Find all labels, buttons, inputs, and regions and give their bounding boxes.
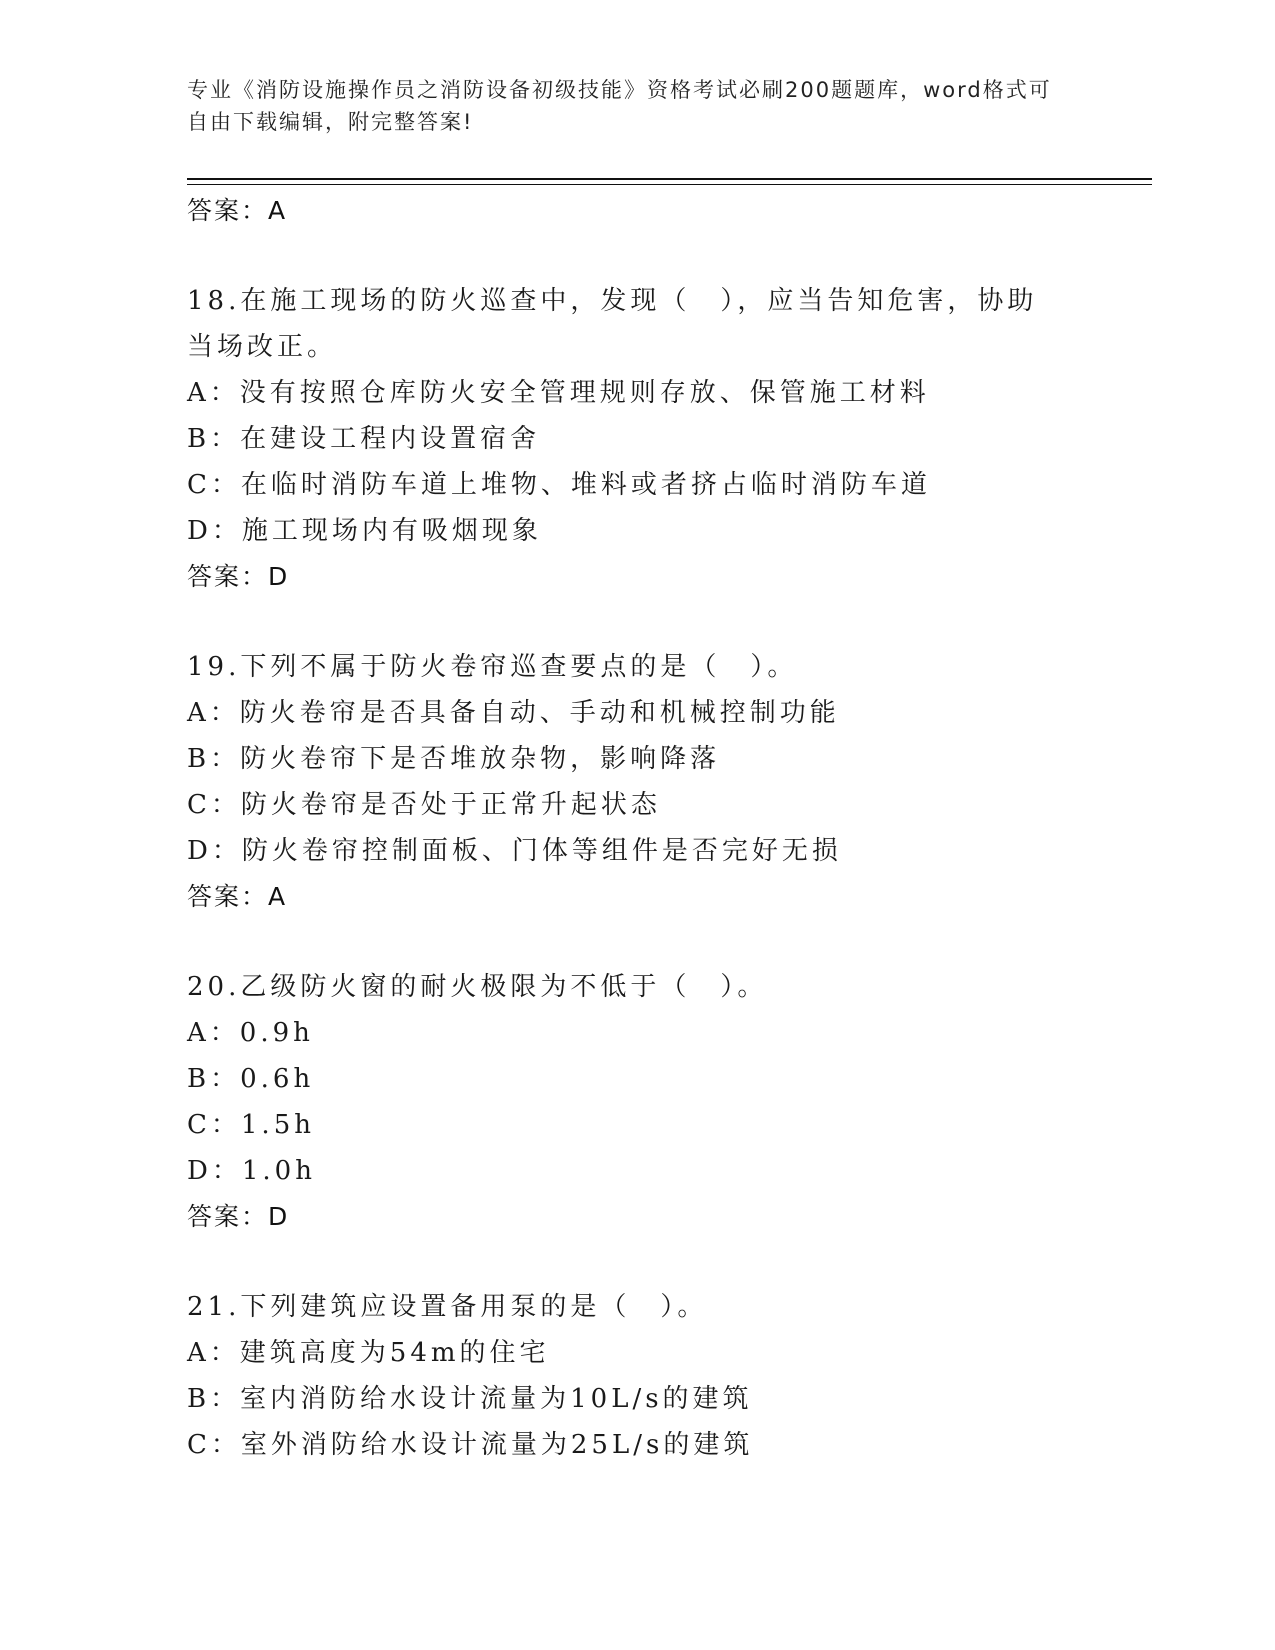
previous-answer: 答案：A [187,196,288,225]
question-19 [187,644,1087,920]
question-18 [187,278,1087,600]
header-divider-thin [187,184,1152,185]
option-b: B：防火卷帘下是否堆放杂物，影响降落 [187,744,721,774]
option-c: C：室外消防给水设计流量为25L/s的建筑 [187,1430,754,1460]
option-b: B：室内消防给水设计流量为10L/s的建筑 [187,1384,753,1414]
question-list [187,188,1087,1468]
option-a: A：没有按照仓库防火安全管理规则存放、保管施工材料 [187,378,930,408]
option-c: C：防火卷帘是否处于正常升起状态 [187,790,661,820]
option-a: A：防火卷帘是否具备自动、手动和机械控制功能 [187,698,840,728]
option-c: C：1.5h [187,1110,315,1140]
question-21 [187,1284,1087,1468]
option-d: D：防火卷帘控制面板、门体等组件是否完好无损 [187,836,842,866]
answer-line: 答案：D [187,1202,290,1231]
document-header: 专业《消防设施操作员之消防设备初级技能》资格考试必刷200题题库，word格式可自由下载编辑，附完整答案! [187,78,1052,134]
question-stem: 21.下列建筑应设置备用泵的是（ ）。 [187,1292,708,1322]
question-stem: 19.下列不属于防火卷帘巡查要点的是（ ）。 [187,652,798,682]
header-divider-thick [187,178,1152,180]
option-d: D：1.0h [187,1156,316,1186]
question-stem: 18.在施工现场的防火巡查中，发现（ ），应当告知危害，协助当场改正。 [187,286,1038,362]
answer-line: 答案：A [187,882,288,911]
question-20 [187,964,1087,1240]
option-b: B：0.6h [187,1064,315,1094]
answer-line: 答案：D [187,562,290,591]
option-c: C：在临时消防车道上堆物、堆料或者挤占临时消防车道 [187,470,931,500]
option-a: A：建筑高度为54m的住宅 [187,1338,550,1368]
question-stem: 20.乙级防火窗的耐火极限为不低于（ ）。 [187,972,768,1002]
option-a: A：0.9h [187,1018,314,1048]
option-d: D：施工现场内有吸烟现象 [187,516,542,546]
option-b: B：在建设工程内设置宿舍 [187,424,541,454]
